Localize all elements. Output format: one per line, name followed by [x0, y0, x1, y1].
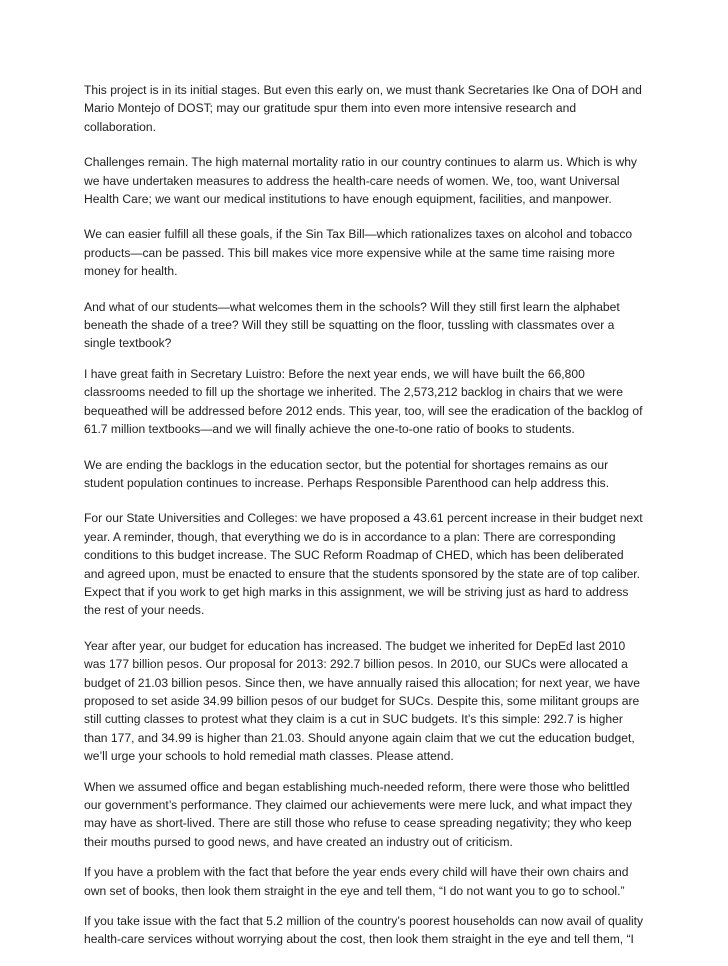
paragraph-11: If you take issue with the fact that 5.2 million of the country’s poorest households can now avail of quality health-care services without worrying about the cost, then look them straight in the eye and tell them, “I	[84, 914, 644, 947]
paragraph-1: This project is in its initial stages. But even this early on, we must thank Secretaries Ike Ona of DOH and Mario Montejo of DOST; may our gratitude spur them into even more intensive research and collaboration.	[84, 83, 642, 134]
paragraph-7: For our State Universities and Colleges: we have proposed a 43.61 percent increase in their budget next year. A reminder, though, that everything we do is in accordance to a plan: There are corresponding conditions to this budget increase. The SUC Reform Roadmap of CHED, which has been deliberated and agreed upon, must be enacted to ensure that the students sponsored by the state are of top caliber. Expect that if you work to get high marks in this assignment, we will be striving just as hard to address the rest of your needs.	[84, 511, 643, 618]
paragraph-2: Challenges remain. The high maternal mortality ratio in our country continues to alarm us. Which is why we have undertaken measures to address the health-care needs of women. We, too, want Universal Health Care; we want our medical institutions to have enough equipment, facilities, and manpower.	[84, 155, 637, 207]
paragraph-4: And what of our students—what welcomes them in the schools? Will they still first learn the alphabet beneath the shade of a tree? Will they still be squatting on the floor, tussling with classmates over a single textbook?	[84, 299, 620, 351]
document-page	[84, 81, 644, 966]
paragraph-8: Year after year, our budget for education has increased. The budget we inherited for DepEd last 2010 was 177 billion pesos. Our proposal for 2013: 292.7 billion pesos. In 2010, our SUCs were allocated a budget of 21.03 billion pesos. Since then, we have annually raised this allocation; for next year, we have proposed to set aside 34.99 billion pesos of our budget for SUCs. Despite this, some militant groups are still cutting classes to protest what they claim is a cut in SUC budgets. It’s this simple: 292.7 is higher than 177, and 34.99 is higher than 21.03. Should anyone again claim that we cut the education budget, we’ll urge your schools to hold remedial math classes. Please attend.	[84, 638, 640, 764]
paragraph-9: When we assumed office and began establishing much-needed reform, there were those who belittled our government’s performance. They claimed our achievements were mere luck, and what impact they may have as short-lived. There are still those who refuse to cease spreading negativity; they who keep their mouths pursed to good news, and have created an industry out of criticism.	[84, 779, 633, 849]
paragraph-10: If you have a problem with the fact that before the year ends every child will have their own chairs and own set of books, then look them straight in the eye and tell them, “I do not want you to go to school.”	[84, 865, 629, 898]
paragraph-3: We can easier fulfill all these goals, if the Sin Tax Bill—which rationalizes taxes on alcohol and tobacco products—can be passed. This bill makes vice more expensive while at the same time raising more money for health.	[84, 227, 633, 279]
paragraph-6: We are ending the backlogs in the education sector, but the potential for shortages remains as our student population continues to increase. Perhaps Responsible Parenthood can help address this.	[84, 457, 610, 490]
paragraph-5: I have great faith in Secretary Luistro: Before the next year ends, we will have built the 66,800 classrooms needed to fill up the shortage we inherited. The 2,573,212 backlog in chairs that we were bequeathed will be addressed before 2012 ends. This year, too, will see the eradication of the backlog of 61.7 million textbooks—and we will finally achieve the one-to-one ratio of books to students.	[84, 366, 643, 437]
